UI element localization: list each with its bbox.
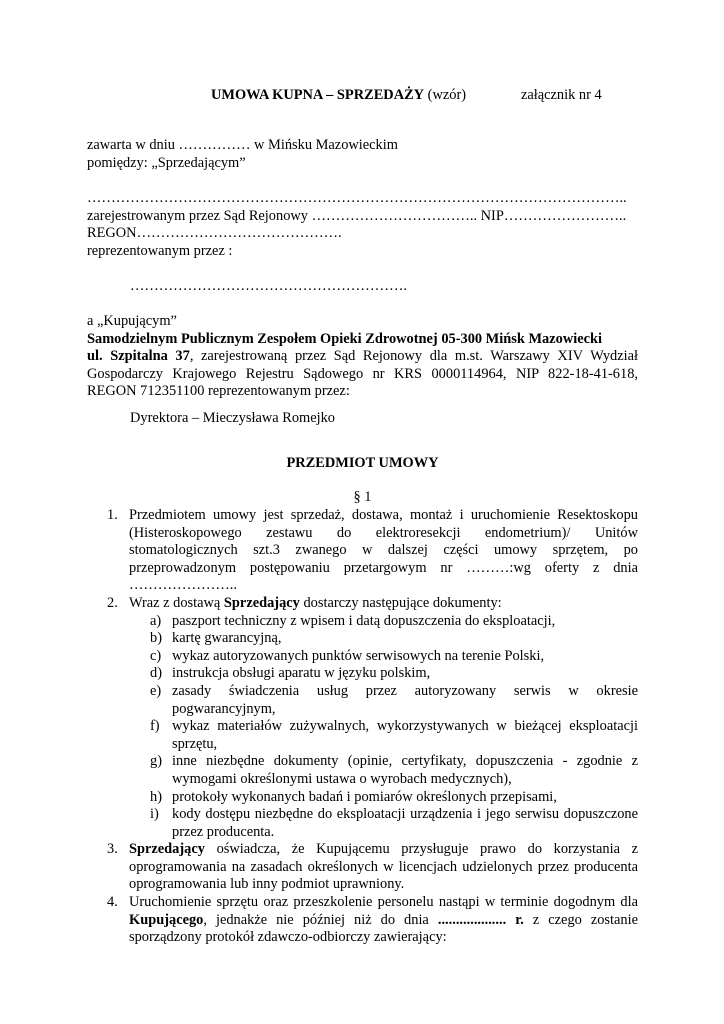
clause-text: Przedmiotem umowy jest sprzedaż, dostawa, montaż i uruchomienie Resektoskopu (Histeroskopowego zestawu do elektroresekcji endometrium)/ Unitów stomatologicznych szt.3 zwanego w dalszej części umowy sprzętem, po przeprowadzonym postępowaniu przetargowym nr ………:wg oferty z dnia ………………….. [129, 507, 638, 594]
item-text: wykaz autoryzowanych punktów serwisowych na terenie Polski, [172, 647, 545, 664]
clause-1 [87, 507, 638, 595]
attachment-label: załącznik nr 4 [521, 87, 602, 103]
item-letter: e) [150, 682, 162, 699]
buyer-street: ul. Szpitalna 37 [87, 348, 190, 365]
item-letter: a) [150, 612, 162, 629]
document-item-a [129, 613, 638, 631]
item-text: kody dostępu niezbędne do eksploatacji urządzenia i jego serwisu dopuszczone przez producenta. [172, 806, 638, 840]
seller-court-nip: zarejestrowanym przez Sąd Rejonowy …………………………….. NIP…………………….. [87, 207, 627, 224]
clause-2 [87, 595, 638, 841]
item-text: protokoły wykonanych badań i pomiarów określonych przepisami, [172, 788, 557, 805]
clause-post: z czego zostanie sporządzony protokół zdawczo-odbiorczy zawierający: [129, 911, 638, 946]
document-item-h [129, 789, 638, 807]
item-text: instrukcja obsługi aparatu w języku polskim, [172, 665, 431, 682]
contract-clauses [87, 507, 638, 947]
document-item-i [129, 806, 638, 841]
buyer-block [87, 313, 638, 401]
clause-mid: , jednakże nie później niż do dnia [203, 911, 438, 928]
seller-regon: REGON……………………………………. [87, 225, 342, 242]
item-letter: d) [150, 665, 162, 682]
document-item-f [129, 718, 638, 753]
clause-4 [87, 894, 638, 947]
clause-number: 4. [107, 894, 118, 911]
item-letter: b) [150, 630, 162, 647]
clause-list [87, 507, 638, 947]
seller-representative-dots: …………………………………………………. [130, 278, 408, 294]
clause-seller-bold: Sprzedający [223, 594, 300, 611]
item-letter: c) [150, 647, 162, 664]
section-title: PRZEDMIOT UMOWY [286, 455, 439, 471]
clause-number: 2. [107, 594, 118, 611]
document-header [0, 87, 724, 105]
item-text: kartę gwarancyjną, [172, 630, 282, 647]
title-suffix: (wzór) [424, 87, 467, 103]
concluded-on-line: zawarta w dniu …………… w Mińsku Mazowieckim [87, 137, 398, 153]
buyer-representative [130, 410, 630, 428]
between-seller-line: pomiędzy: „Sprzedającym” [87, 154, 246, 171]
buyer-registration: , zarejestrowaną przez Sąd Rejonowy dla m.st. Warszawy XIV Wydział Gospodarczy Krajowego Rejestru Sądowego nr KRS 0000114964, NIP 822-18-41-618, REGON 712351100 reprezentowanym przez: [87, 348, 638, 400]
buyer-address [87, 348, 638, 401]
clause-date-bold: ................... r. [437, 911, 524, 928]
seller-block [87, 190, 638, 260]
clause-pre: Wraz z dostawą [129, 594, 224, 611]
seller-name-dots: ………………………………………………………………………………………………….. [87, 190, 627, 206]
document-item-b [129, 630, 638, 648]
item-letter: g) [150, 753, 162, 770]
item-letter: i) [150, 806, 159, 823]
document-item-e [129, 683, 638, 718]
item-letter: f) [150, 718, 160, 735]
clause-3 [87, 841, 638, 894]
director-name: Dyrektora – Mieczysława Romejko [130, 410, 336, 426]
clause-buyer-bold: Kupującego [129, 911, 204, 928]
document-item-d [129, 665, 638, 683]
paragraph-symbol: § 1 [353, 489, 372, 505]
item-text: wykaz materiałów zużywalnych, wykorzystywanych w bieżącej eksploatacji sprzętu, [172, 718, 638, 752]
item-text: zasady świadczenia usług przez autoryzowany serwis w okresie pogwarancyjnym, [172, 682, 638, 717]
item-letter: h) [150, 788, 162, 805]
document-title [211, 87, 466, 105]
clause-post: dostarczy następujące dokumenty: [299, 594, 502, 611]
clause-post: oświadcza, że Kupującemu przysługuje prawo do korzystania z oprogramowania na zasadach określonych w licencjach udzielonych przez producenta oprogramowania lub inny podmiot uprawniony. [129, 841, 638, 893]
intro-block [87, 137, 638, 172]
title-main: UMOWA KUPNA – SPRZEDAŻY [211, 87, 425, 103]
clause-number: 1. [107, 507, 118, 523]
seller-representative [130, 278, 630, 296]
document-list [129, 613, 638, 842]
buyer-name: Samodzielnym Publicznym Zespołem Opieki Zdrowotnej 05-300 Mińsk Mazowiecki [87, 330, 602, 347]
clause-number: 3. [107, 841, 118, 858]
buyer-label: a „Kupującym” [87, 313, 177, 329]
item-text: inne niezbędne dokumenty (opinie, certyfikaty, dopuszczenia - zgodnie z wymogami określonymi ustawa o wyrobach medycznych), [172, 753, 638, 787]
seller-represented-by: reprezentowanym przez : [87, 242, 233, 259]
document-item-g [129, 753, 638, 788]
document-item-c [129, 648, 638, 666]
clause-pre: Uruchomienie sprzętu oraz przeszkolenie personelu nastąpi w terminie dogodnym dla [129, 894, 638, 911]
item-text: paszport techniczny z wpisem i datą dopuszczenia do eksploatacji, [172, 612, 556, 629]
clause-seller-bold: Sprzedający [129, 841, 205, 858]
